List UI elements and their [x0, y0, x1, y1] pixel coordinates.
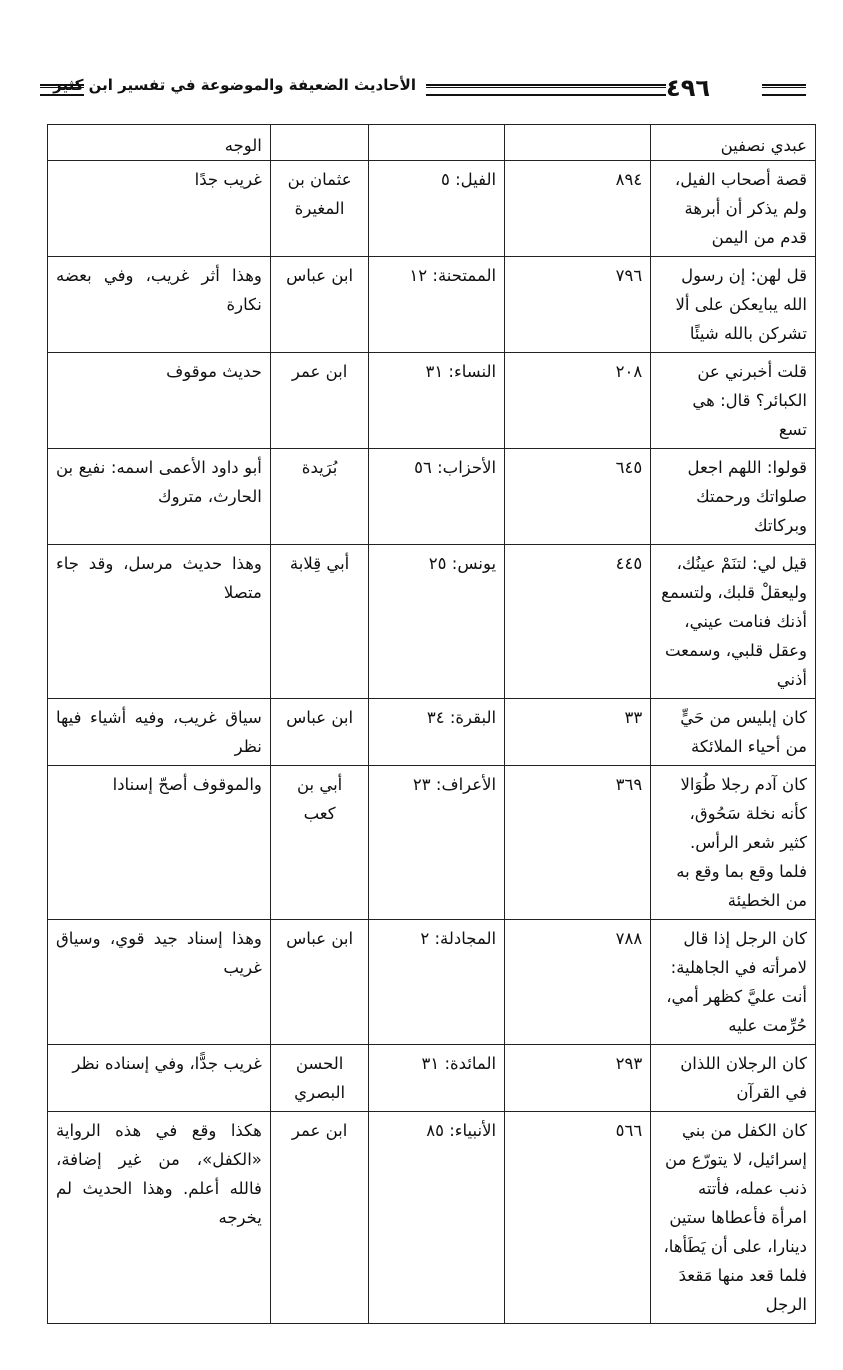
cell-number: ٣٣ — [505, 699, 651, 766]
cell-verse: المائدة: ٣١ — [369, 1045, 505, 1112]
cell-number: ٧٨٨ — [505, 920, 651, 1045]
table-row — [48, 1045, 816, 1112]
cell-narration: قل لهن: إن رسول الله يبايعكن على ألا تشركن بالله شيئًا — [651, 257, 816, 353]
cell-narrator: أبي بن كعب — [270, 766, 368, 920]
cell-number: ٢٩٣ — [505, 1045, 651, 1112]
cell-grade: وهذا حديث مرسل، وقد جاء متصلا — [48, 545, 271, 699]
cell-narration: كان الرجلان اللذان في القرآن — [651, 1045, 816, 1112]
header-rule-right — [762, 84, 806, 96]
cell-verse — [369, 125, 505, 161]
table-row — [48, 699, 816, 766]
cell-narration: عبدي نصفين — [651, 125, 816, 161]
cell-narration: قصة أصحاب الفيل، ولم يذكر أن أبرهة قدم من اليمن — [651, 161, 816, 257]
cell-narrator: ابن عباس — [270, 257, 368, 353]
cell-narrator: أبي قِلابة — [270, 545, 368, 699]
header-rule-middle — [426, 84, 666, 96]
cell-narration: قلت أخبرني عن الكبائر؟ قال: هي تسع — [651, 353, 816, 449]
table-row — [48, 1112, 816, 1324]
cell-verse: الفيل: ٥ — [369, 161, 505, 257]
cell-number: ٧٩٦ — [505, 257, 651, 353]
cell-grade: سياق غريب، وفيه أشياء فيها نظر — [48, 699, 271, 766]
page-number: ٤٩٦ — [666, 74, 710, 102]
table-row — [48, 920, 816, 1045]
cell-verse: يونس: ٢٥ — [369, 545, 505, 699]
cell-narration: قيل لي: لتنَمْ عينُك، وليعقلْ قلبك، ولتسمع أذنك فنامت عيني، وعقل قلبي، وسمعت أذني — [651, 545, 816, 699]
cell-narrator: ابن عباس — [270, 699, 368, 766]
table-row — [48, 125, 816, 161]
table-body — [48, 125, 816, 1324]
cell-grade: غريب جدًا — [48, 161, 271, 257]
cell-narrator: ابن عمر — [270, 1112, 368, 1324]
table-row — [48, 766, 816, 920]
cell-number — [505, 125, 651, 161]
cell-verse: النساء: ٣١ — [369, 353, 505, 449]
running-title: الأحاديث الضعيفة والموضوعة في تفسير ابن كثير — [53, 76, 416, 94]
cell-narrator: عثمان بن المغيرة — [270, 161, 368, 257]
table-row — [48, 449, 816, 545]
table-row — [48, 257, 816, 353]
cell-grade: غريب جدًّا، وفي إسناده نظر — [48, 1045, 271, 1112]
cell-narration: كان الرجل إذا قال لامرأته في الجاهلية: أنت عليَّ كظهر أمي، حُرِّمت عليه — [651, 920, 816, 1045]
cell-narration: كان الكفل من بني إسرائيل، لا يتورّع من ذنب عمله، فأتته امرأة فأعطاها ستين دينارا، على أن يَطَأها، فلما قعد منها مَقعدَ الرجل — [651, 1112, 816, 1324]
cell-narrator: بُرَيدة — [270, 449, 368, 545]
cell-number: ٨٩٤ — [505, 161, 651, 257]
cell-narration: قولوا: اللهم اجعل صلواتك ورحمتك وبركاتك — [651, 449, 816, 545]
cell-grade: الوجه — [48, 125, 271, 161]
cell-verse: البقرة: ٣٤ — [369, 699, 505, 766]
cell-verse: الأعراف: ٢٣ — [369, 766, 505, 920]
table-row — [48, 545, 816, 699]
table-row — [48, 353, 816, 449]
cell-number: ٦٤٥ — [505, 449, 651, 545]
cell-narrator — [270, 125, 368, 161]
table-row — [48, 161, 816, 257]
cell-verse: الأنبياء: ٨٥ — [369, 1112, 505, 1324]
cell-grade: وهذا إسناد جيد قوي، وسياق غريب — [48, 920, 271, 1045]
cell-grade: حديث موقوف — [48, 353, 271, 449]
cell-number: ٥٦٦ — [505, 1112, 651, 1324]
cell-narration: كان إبليس من حَيٍّ من أحياء الملائكة — [651, 699, 816, 766]
cell-number: ٢٠٨ — [505, 353, 651, 449]
cell-narrator: ابن عمر — [270, 353, 368, 449]
hadith-table — [47, 124, 816, 1324]
header-rule-left — [40, 84, 84, 96]
cell-number: ٤٤٥ — [505, 545, 651, 699]
cell-grade: والموقوف أصحّ إسنادا — [48, 766, 271, 920]
cell-verse: الأحزاب: ٥٦ — [369, 449, 505, 545]
cell-verse: المجادلة: ٢ — [369, 920, 505, 1045]
page-header — [40, 72, 806, 106]
cell-grade: هكذا وقع في هذه الرواية «الكفل»، من غير إضافة، فالله أعلم. وهذا الحديث لم يخرجه — [48, 1112, 271, 1324]
cell-narration: كان آدم رجلا طُوَالا كأنه نخلة سَحُوق، كثير شعر الرأس. فلما وقع بما وقع به من الخطيئة — [651, 766, 816, 920]
cell-number: ٣٦٩ — [505, 766, 651, 920]
cell-verse: الممتحنة: ١٢ — [369, 257, 505, 353]
cell-grade: أبو داود الأعمى اسمه: نفيع بن الحارث، متروك — [48, 449, 271, 545]
cell-grade: وهذا أثر غريب، وفي بعضه نكارة — [48, 257, 271, 353]
cell-narrator: الحسن البصري — [270, 1045, 368, 1112]
cell-narrator: ابن عباس — [270, 920, 368, 1045]
